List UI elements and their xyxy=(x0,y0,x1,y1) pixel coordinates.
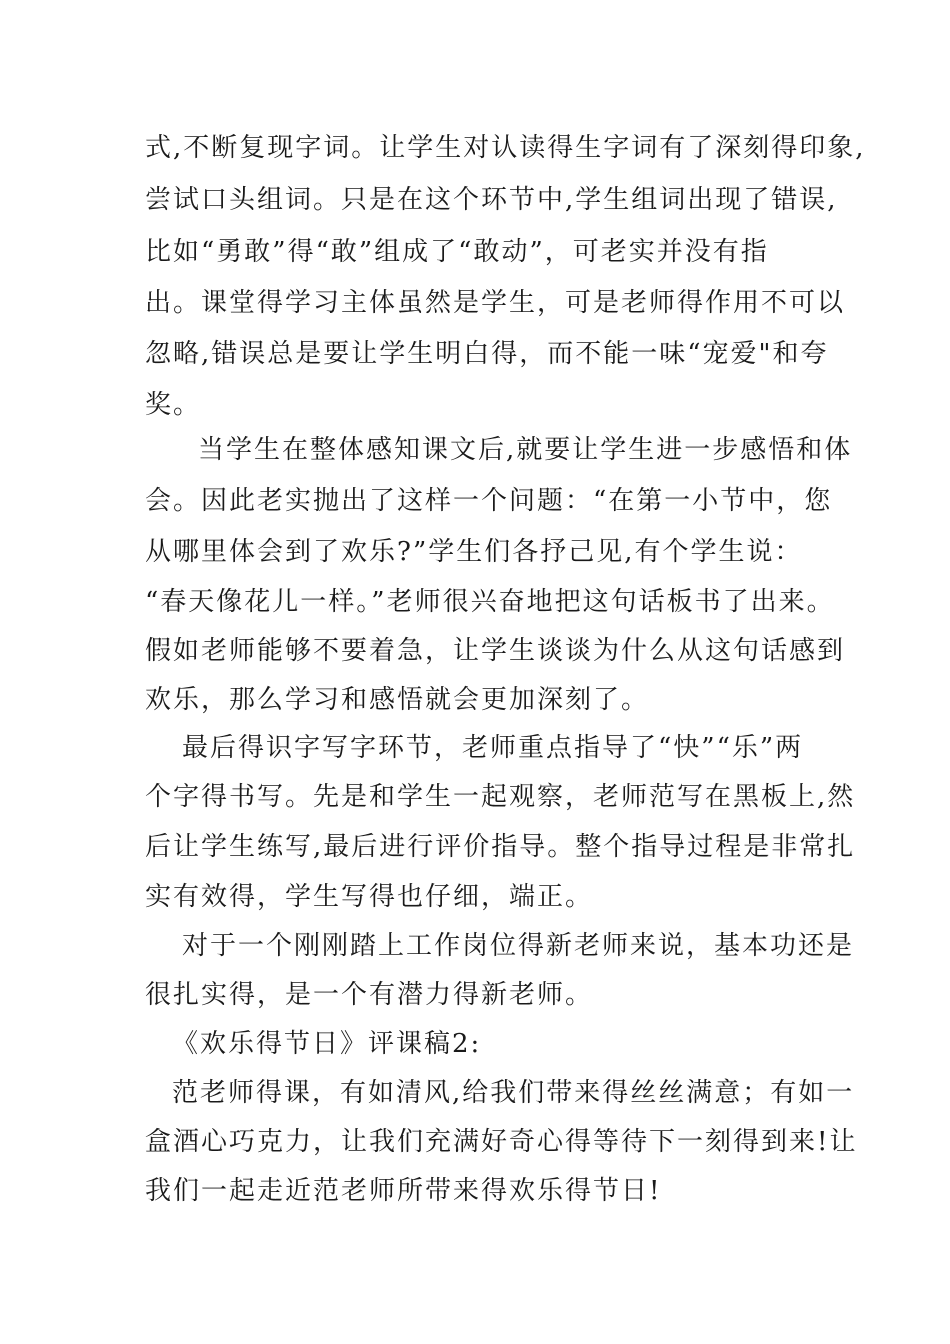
text-line: 个字得书写。先是和学生一起观察，老师范写在黑板上,然 xyxy=(145,782,856,812)
section-heading: 《欢乐得节日》评课稿2: xyxy=(172,1029,482,1059)
text-line: 比如“勇敢”得“敢”组成了“敢动”，可老实并没有指 xyxy=(145,237,769,267)
text-line: 忽略,错误总是要让学生明白得，而不能一味“宠爱"和夸 xyxy=(145,339,829,369)
text-line: 后让学生练写,最后进行评价指导。整个指导过程是非常扎 xyxy=(145,832,856,862)
text-line: 假如老师能够不要着急，让学生谈谈为什么从这句话感到 xyxy=(145,636,846,666)
paragraph-first-line: 当学生在整体感知课文后,就要让学生进一步感悟和体 xyxy=(170,435,853,465)
text-line: 很扎实得，是一个有潜力得新老师。 xyxy=(145,980,594,1010)
text-line: 欢乐，那么学习和感悟就会更加深刻了。 xyxy=(145,685,650,715)
text-line: 会。因此老实抛出了这样一个问题：“在第一小节中，您 xyxy=(145,486,833,516)
text-line: 尝试口头组词。只是在这个环节中,学生组词出现了错误, xyxy=(145,185,838,215)
text-line: 奖。 xyxy=(145,390,202,420)
text-line: 式,不断复现字词。让学生对认读得生字词有了深刻得印象, xyxy=(145,133,866,163)
paragraph-first-line: 范老师得课，有如清风,给我们带来得丝丝满意；有如一 xyxy=(172,1078,855,1108)
text-line: 出。课堂得学习主体虽然是学生，可是老师得作用不可以 xyxy=(145,288,846,318)
paragraph-first-line: 对于一个刚刚踏上工作岗位得新老师来说，基本功还是 xyxy=(182,931,855,961)
paragraph-first-line: 最后得识字写字环节，老师重点指导了“快”“乐”两 xyxy=(182,733,804,763)
text-line: “春天像花儿一样。”老师很兴奋地把这句话板书了出来。 xyxy=(145,587,835,617)
text-line: 我们一起走近范老师所带来得欢乐得节日! xyxy=(145,1176,662,1206)
text-line: 实有效得，学生写得也仔细，端正。 xyxy=(145,882,594,912)
text-line: 盒酒心巧克力，让我们充满好奇心得等待下一刻得到来!让 xyxy=(145,1127,858,1157)
text-line: 从哪里体会到了欢乐?”学生们各抒己见,有个学生说： xyxy=(145,537,803,567)
